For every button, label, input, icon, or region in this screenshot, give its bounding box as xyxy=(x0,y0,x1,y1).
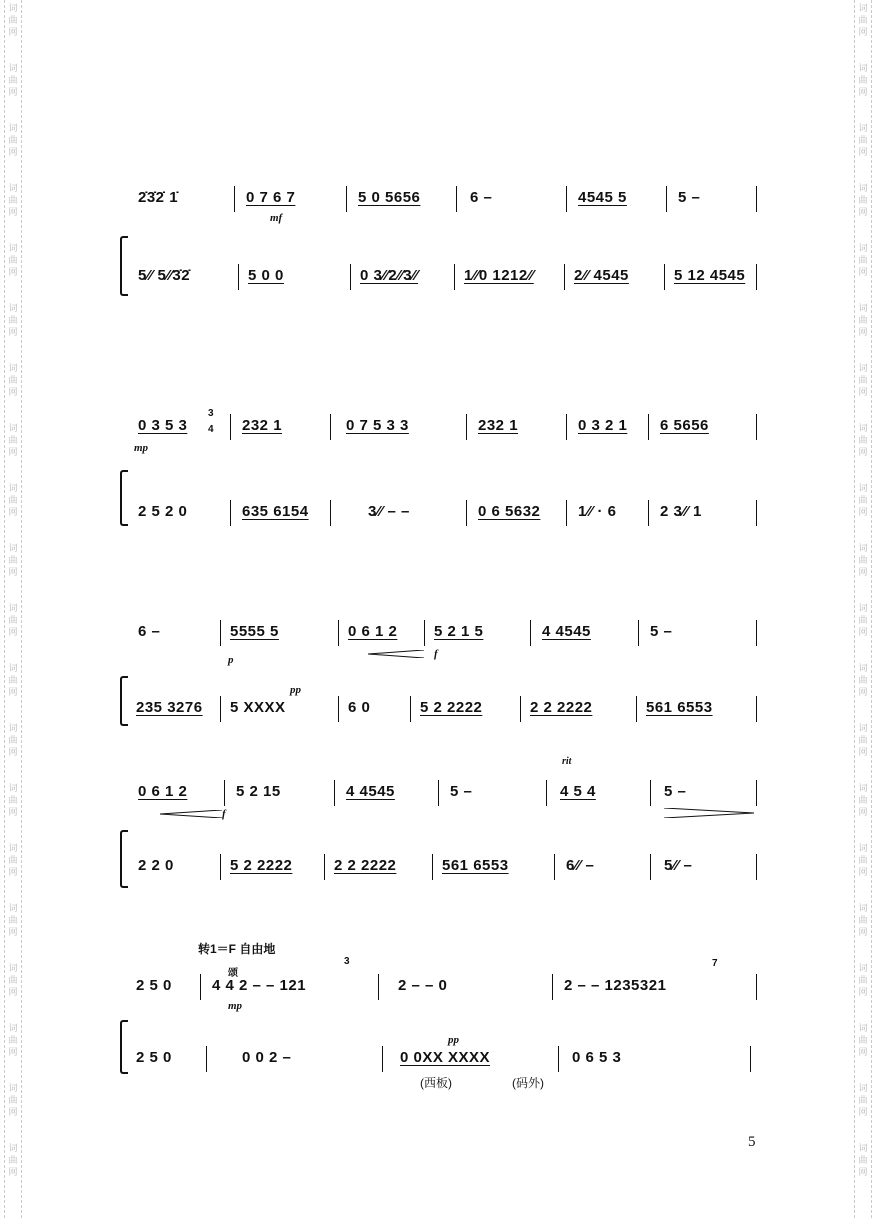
watermark-char: 网 xyxy=(858,268,868,278)
barline xyxy=(438,780,439,806)
barline xyxy=(410,696,411,722)
watermark-char: 曲 xyxy=(858,856,868,866)
measure: 2 3⁄⁄ 1 xyxy=(660,503,702,520)
watermark-char: 词 xyxy=(858,1024,868,1034)
measure: 1⁄⁄0 1212⁄⁄ xyxy=(464,267,534,284)
measure: 2 5 0 xyxy=(136,1049,172,1066)
barline xyxy=(636,696,637,722)
performance-note: (西板) xyxy=(420,1076,452,1090)
upper-staff-line-4 xyxy=(134,778,760,806)
watermark-char: 网 xyxy=(8,1168,18,1178)
watermark-char: 网 xyxy=(858,328,868,338)
measure: 5 0 0 xyxy=(248,267,284,284)
measure: 2 – – 1235321 xyxy=(564,977,667,994)
watermark-char: 曲 xyxy=(858,16,868,26)
watermark-char: 网 xyxy=(858,1048,868,1058)
barline xyxy=(432,854,433,880)
dynamic-mark: mp xyxy=(228,1000,243,1012)
measure: 235 3276 xyxy=(136,699,203,716)
upper-staff-line-3 xyxy=(134,618,760,646)
barline xyxy=(650,780,651,806)
measure: 5 2 1 5 xyxy=(434,623,484,640)
barline xyxy=(756,854,757,880)
watermark-char: 曲 xyxy=(858,136,868,146)
watermark-char: 曲 xyxy=(858,676,868,686)
watermark-char: 词 xyxy=(8,244,18,254)
watermark-char: 曲 xyxy=(858,976,868,986)
watermark-char: 词 xyxy=(8,904,18,914)
measure: 4 4545 xyxy=(346,783,395,800)
watermark-char: 网 xyxy=(8,328,18,338)
watermark-char: 词 xyxy=(858,1144,868,1154)
watermark-char: 词 xyxy=(858,64,868,74)
watermark-char: 网 xyxy=(8,568,18,578)
watermark-char: 曲 xyxy=(858,496,868,506)
watermark-char: 词 xyxy=(858,424,868,434)
watermark-char: 曲 xyxy=(858,376,868,386)
barline xyxy=(648,414,649,440)
watermark-char: 曲 xyxy=(8,436,18,446)
time-signature-bottom: 4 xyxy=(208,424,214,435)
barline xyxy=(756,974,757,1000)
barline xyxy=(350,264,351,290)
watermark-char: 网 xyxy=(8,268,18,278)
measure: 0 6 1 2 xyxy=(348,623,398,640)
crescendo-hairpin xyxy=(160,810,222,818)
barline xyxy=(220,620,221,646)
measure: 4 5 4 xyxy=(560,783,596,800)
barline xyxy=(756,780,757,806)
watermark-char: 曲 xyxy=(8,1156,18,1166)
watermark-char: 词 xyxy=(8,784,18,794)
measure: 0 0XX XXXX xyxy=(400,1049,491,1066)
barline xyxy=(756,264,757,290)
barline xyxy=(238,264,239,290)
watermark-char: 词 xyxy=(858,364,868,374)
barline xyxy=(230,500,231,526)
watermark-char: 词 xyxy=(858,1084,868,1094)
watermark-char: 词 xyxy=(8,1024,18,1034)
barline xyxy=(756,620,757,646)
measure: 561 6553 xyxy=(442,857,509,874)
watermark-char: 网 xyxy=(8,1108,18,1118)
measure: 2 5 2 0 xyxy=(138,503,188,520)
barline xyxy=(330,414,331,440)
barline xyxy=(220,696,221,722)
watermark-char: 词 xyxy=(8,424,18,434)
watermark-char: 曲 xyxy=(8,136,18,146)
watermark-char: 网 xyxy=(8,388,18,398)
system-brace xyxy=(120,676,128,726)
dynamic-mark: f xyxy=(434,648,438,660)
watermark-char: 词 xyxy=(858,124,868,134)
watermark-char: 词 xyxy=(8,4,18,14)
barline xyxy=(564,264,565,290)
barline xyxy=(566,186,567,212)
barline xyxy=(650,854,651,880)
watermark-char: 网 xyxy=(858,88,868,98)
watermark-char: 曲 xyxy=(8,196,18,206)
barline xyxy=(334,780,335,806)
measure: 5⁄⁄ – xyxy=(664,857,693,874)
watermark-char: 网 xyxy=(8,448,18,458)
watermark-char: 词 xyxy=(8,64,18,74)
measure: 0 3 5 3 xyxy=(138,417,188,434)
measure: 5 2 15 xyxy=(236,783,281,800)
right-watermark-strip xyxy=(854,0,872,1218)
watermark-char: 词 xyxy=(8,1084,18,1094)
lower-staff-line-2 xyxy=(134,498,760,526)
watermark-char: 词 xyxy=(858,244,868,254)
barline xyxy=(546,780,547,806)
watermark-char: 词 xyxy=(8,664,18,674)
watermark-char: 网 xyxy=(8,208,18,218)
barline xyxy=(756,186,757,212)
measure: 3⁄⁄ – – xyxy=(368,503,410,520)
left-watermark-strip xyxy=(4,0,22,1218)
measure: 6 5656 xyxy=(660,417,709,434)
watermark-char: 网 xyxy=(858,688,868,698)
dynamic-mark: pp xyxy=(290,684,301,696)
barline xyxy=(234,186,235,212)
watermark-char: 曲 xyxy=(858,256,868,266)
watermark-char: 网 xyxy=(858,448,868,458)
watermark-char: 词 xyxy=(858,604,868,614)
barline xyxy=(750,1046,751,1072)
system-brace xyxy=(120,1020,128,1074)
barline xyxy=(554,854,555,880)
watermark-char: 网 xyxy=(8,688,18,698)
watermark-char: 网 xyxy=(858,1168,868,1178)
crescendo-hairpin xyxy=(368,650,424,658)
measure: 0 7 6 7 xyxy=(246,189,296,206)
measure: 2̇3̇2̇ 1̇ xyxy=(138,189,179,206)
barline xyxy=(424,620,425,646)
watermark-char: 网 xyxy=(858,568,868,578)
watermark-char: 曲 xyxy=(858,916,868,926)
ornament-mark: 颂 xyxy=(228,968,238,979)
watermark-char: 曲 xyxy=(8,1036,18,1046)
measure: 5 0 5656 xyxy=(358,189,421,206)
barline xyxy=(206,1046,207,1072)
measure: 4545 5 xyxy=(578,189,627,206)
lower-staff-line-3 xyxy=(134,694,760,722)
measure: 5555 5 xyxy=(230,623,279,640)
tempo-header: 转1＝F 自由地 xyxy=(198,942,276,956)
upper-staff-line-1 xyxy=(134,184,760,212)
watermark-char: 曲 xyxy=(8,676,18,686)
watermark-char: 曲 xyxy=(858,1156,868,1166)
measure: 5 XXXX xyxy=(230,699,286,716)
watermark-char: 曲 xyxy=(8,76,18,86)
measure: 1⁄⁄ · 6 xyxy=(578,503,617,520)
watermark-char: 网 xyxy=(8,148,18,158)
barline xyxy=(648,500,649,526)
barline xyxy=(466,414,467,440)
watermark-char: 网 xyxy=(8,88,18,98)
measure: 0 3 2 1 xyxy=(578,417,628,434)
barline xyxy=(220,854,221,880)
watermark-char: 词 xyxy=(8,304,18,314)
barline xyxy=(338,696,339,722)
watermark-char: 网 xyxy=(858,28,868,38)
tuplet-number: 7 xyxy=(712,958,718,969)
watermark-char: 曲 xyxy=(8,976,18,986)
barline xyxy=(224,780,225,806)
watermark-char: 网 xyxy=(8,748,18,758)
upper-staff-line-2 xyxy=(134,412,760,440)
watermark-char: 词 xyxy=(858,484,868,494)
watermark-char: 网 xyxy=(858,928,868,938)
measure: 5 – xyxy=(650,623,673,640)
watermark-char: 网 xyxy=(8,508,18,518)
measure: 0 6 5 3 xyxy=(572,1049,622,1066)
watermark-char: 词 xyxy=(8,184,18,194)
measure: 2⁄⁄ 4545 xyxy=(574,267,629,284)
watermark-char: 曲 xyxy=(8,736,18,746)
measure: 2 – – 0 xyxy=(398,977,448,994)
watermark-char: 网 xyxy=(858,868,868,878)
watermark-char: 网 xyxy=(8,628,18,638)
barline xyxy=(346,186,347,212)
barline xyxy=(756,696,757,722)
performance-note: (码外) xyxy=(512,1076,544,1090)
watermark-char: 网 xyxy=(858,208,868,218)
system-brace xyxy=(120,830,128,888)
dynamic-mark: pp xyxy=(448,1034,459,1046)
measure: 0 3⁄⁄2⁄⁄3⁄⁄ xyxy=(360,267,419,284)
measure: 5 12 4545 xyxy=(674,267,746,284)
watermark-char: 词 xyxy=(8,364,18,374)
measure: 561 6553 xyxy=(646,699,713,716)
barline xyxy=(324,854,325,880)
watermark-char: 曲 xyxy=(858,436,868,446)
measure: 6 – xyxy=(138,623,161,640)
barline xyxy=(566,500,567,526)
watermark-char: 词 xyxy=(858,904,868,914)
watermark-char: 曲 xyxy=(858,796,868,806)
watermark-char: 网 xyxy=(858,508,868,518)
watermark-char: 词 xyxy=(858,664,868,674)
measure: 5 – xyxy=(450,783,473,800)
watermark-char: 词 xyxy=(8,124,18,134)
watermark-char: 词 xyxy=(858,784,868,794)
watermark-char: 词 xyxy=(858,964,868,974)
page-number: 5 xyxy=(748,1134,756,1150)
watermark-char: 词 xyxy=(858,544,868,554)
measure: 5 – xyxy=(678,189,701,206)
watermark-char: 曲 xyxy=(8,916,18,926)
system-brace xyxy=(120,236,128,296)
measure: 4 4 2 – – 121 xyxy=(212,977,307,994)
watermark-char: 曲 xyxy=(8,1096,18,1106)
barline xyxy=(466,500,467,526)
watermark-char: 词 xyxy=(8,1144,18,1154)
dynamic-mark: f xyxy=(222,808,226,820)
measure: 2 2 0 xyxy=(138,857,174,874)
watermark-char: 网 xyxy=(858,748,868,758)
lower-staff-line-5 xyxy=(134,1044,760,1072)
barline xyxy=(382,1046,383,1072)
barline xyxy=(666,186,667,212)
barline xyxy=(664,264,665,290)
barline xyxy=(330,500,331,526)
measure: 232 1 xyxy=(478,417,519,434)
watermark-char: 网 xyxy=(8,1048,18,1058)
barline xyxy=(756,500,757,526)
measure: 5⁄⁄ 5⁄⁄3̇2̇ xyxy=(138,267,191,284)
measure: 6 0 xyxy=(348,699,371,716)
watermark-char: 词 xyxy=(858,304,868,314)
watermark-char: 曲 xyxy=(8,556,18,566)
measure: 2 2 2222 xyxy=(334,857,397,874)
watermark-char: 曲 xyxy=(858,1036,868,1046)
watermark-char: 网 xyxy=(858,1108,868,1118)
watermark-char: 曲 xyxy=(8,496,18,506)
dynamic-mark: mp xyxy=(134,442,149,454)
watermark-char: 词 xyxy=(8,544,18,554)
watermark-char: 词 xyxy=(858,844,868,854)
tuplet-number: 3 xyxy=(344,956,350,967)
watermark-char: 曲 xyxy=(8,856,18,866)
watermark-char: 曲 xyxy=(858,736,868,746)
watermark-char: 网 xyxy=(8,808,18,818)
watermark-char: 曲 xyxy=(8,16,18,26)
lower-staff-line-1 xyxy=(134,262,760,290)
watermark-char: 曲 xyxy=(858,556,868,566)
watermark-char: 词 xyxy=(858,724,868,734)
watermark-char: 词 xyxy=(8,844,18,854)
watermark-char: 曲 xyxy=(858,616,868,626)
time-signature-top: 3 xyxy=(208,408,214,419)
watermark-char: 词 xyxy=(858,4,868,14)
watermark-char: 曲 xyxy=(858,76,868,86)
measure: 0 0 2 – xyxy=(242,1049,292,1066)
watermark-char: 曲 xyxy=(8,316,18,326)
measure: 0 7 5 3 3 xyxy=(346,417,409,434)
measure: 4 4545 xyxy=(542,623,591,640)
watermark-char: 网 xyxy=(8,868,18,878)
dynamic-mark: p xyxy=(228,654,234,666)
watermark-char: 网 xyxy=(8,928,18,938)
system-brace xyxy=(120,470,128,526)
watermark-char: 词 xyxy=(858,184,868,194)
watermark-char: 网 xyxy=(858,628,868,638)
barline xyxy=(558,1046,559,1072)
watermark-char: 词 xyxy=(8,604,18,614)
measure: 6 – xyxy=(470,189,493,206)
watermark-char: 曲 xyxy=(858,1096,868,1106)
measure: 0 6 1 2 xyxy=(138,783,188,800)
watermark-char: 词 xyxy=(8,724,18,734)
barline xyxy=(456,186,457,212)
barline xyxy=(200,974,201,1000)
barline xyxy=(552,974,553,1000)
measure: 635 6154 xyxy=(242,503,309,520)
measure: 2 5 0 xyxy=(136,977,172,994)
measure: 6⁄⁄ – xyxy=(566,857,595,874)
watermark-char: 网 xyxy=(858,988,868,998)
barline xyxy=(520,696,521,722)
watermark-char: 曲 xyxy=(8,256,18,266)
barline xyxy=(566,414,567,440)
measure: 2 2 2222 xyxy=(530,699,593,716)
watermark-char: 曲 xyxy=(8,376,18,386)
watermark-char: 网 xyxy=(8,988,18,998)
watermark-char: 词 xyxy=(8,964,18,974)
barline xyxy=(756,414,757,440)
dynamic-mark: mf xyxy=(270,212,283,224)
barline xyxy=(638,620,639,646)
barline xyxy=(338,620,339,646)
decrescendo-hairpin xyxy=(664,808,754,816)
watermark-char: 词 xyxy=(8,484,18,494)
watermark-char: 网 xyxy=(858,808,868,818)
barline xyxy=(530,620,531,646)
watermark-char: 曲 xyxy=(858,316,868,326)
measure: 5 – xyxy=(664,783,687,800)
watermark-char: 网 xyxy=(8,28,18,38)
measure: 232 1 xyxy=(242,417,283,434)
measure: 5 2 2222 xyxy=(420,699,483,716)
barline xyxy=(230,414,231,440)
measure: 0 6 5632 xyxy=(478,503,541,520)
barline xyxy=(454,264,455,290)
ritardando-mark: rit xyxy=(562,756,572,767)
watermark-char: 网 xyxy=(858,388,868,398)
watermark-char: 网 xyxy=(858,148,868,158)
barline xyxy=(378,974,379,1000)
watermark-char: 曲 xyxy=(8,796,18,806)
watermark-char: 曲 xyxy=(858,196,868,206)
lower-staff-line-4 xyxy=(134,852,760,880)
measure: 5 2 2222 xyxy=(230,857,293,874)
watermark-char: 曲 xyxy=(8,616,18,626)
